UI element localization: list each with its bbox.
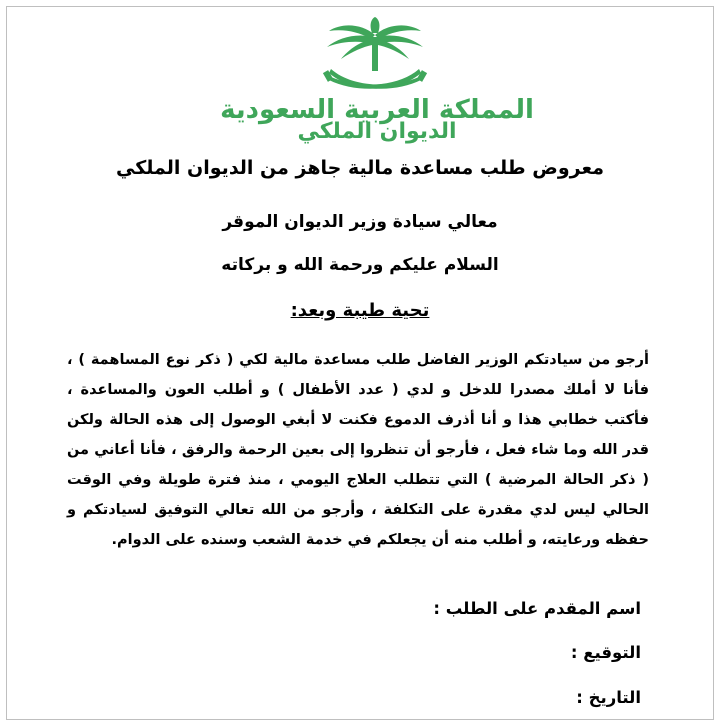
letter-salutation: معالي سيادة وزير الديوان الموقر [222,212,498,232]
signature-field: التوقيع : [570,643,641,662]
applicant-name-field: اسم المقدم على الطلب : [433,599,641,618]
royal-court-logo [117,17,637,144]
document-page [6,6,714,720]
letter-body [67,345,649,555]
letter-title: معروض طلب مساعدة مالية جاهز من الديوان الملكي [116,157,604,179]
palm-and-swords-icon [311,17,439,97]
logo-text-royal-court: الديوان الملكي [297,119,457,144]
letter-opening: تحية طيبة وبعد: [290,300,430,321]
letter-body-paragraph: أرجو من سيادتكم الوزير الفاضل طلب مساعدة مالية لكي ( ذكر نوع المساهمة ) ، فأنا لا أملك مصدرا للدخل و لدي ( عدد الأطفال ) و أطلب العون والمساعدة ، فأكتب خطابي هذا و أنا أذرف الدموع فكنت لا أبغي الوصول إلى هذه الحالة ولكن قدر الله وما شاء فعل ، فأرجو أن تنظروا إلى بعين الرحمة والرفق ، فأنا أعاني من ( ذكر الحالة المرضية ) التي تتطلب العلاج اليومي ، منذ فترة طويلة وفي الوقت الحالي ليس لدي مقدرة على التكلفة ، وأرجو من الله تعالي التوفيق لسيادتكم و حفظه ورعايته، و أطلب منه أن يجعلكم في خدمة الشعب وسنده على الدوام. [67,352,649,548]
logo-text-kingdom: المملكة العربية السعودية [220,95,534,125]
letter-greeting: السلام عليكم ورحمة الله و بركاته [221,255,499,275]
date-field: التاريخ : [576,688,641,707]
